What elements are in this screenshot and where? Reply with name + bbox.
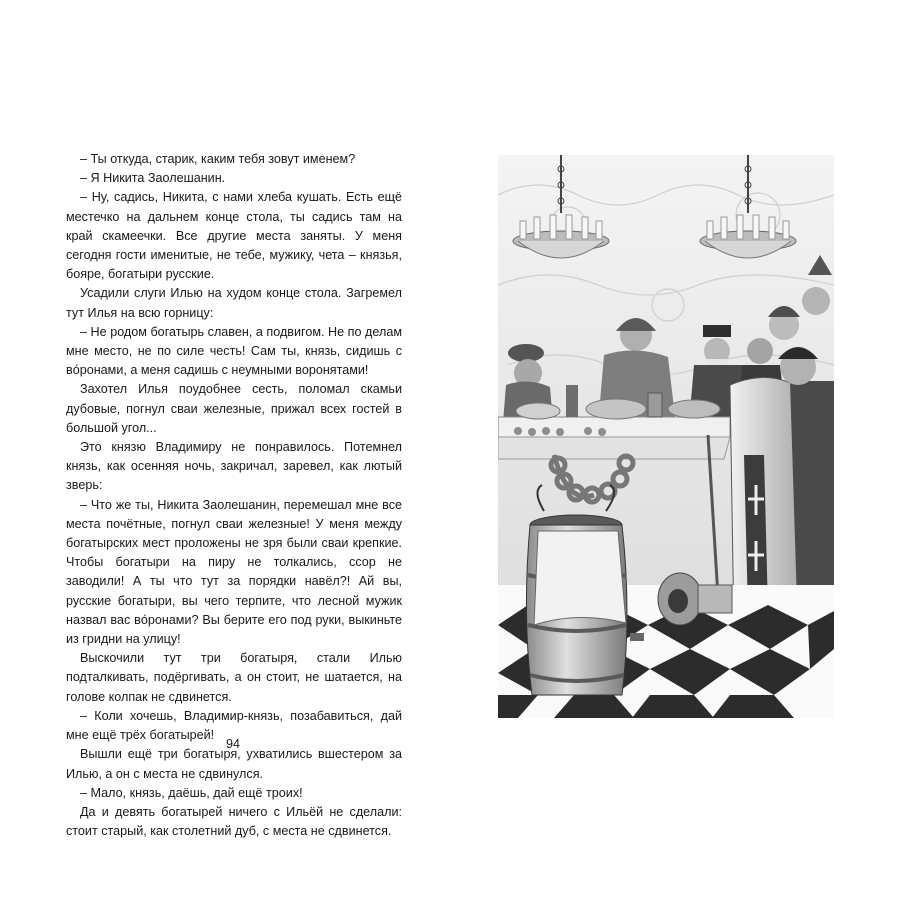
paragraph: – Я Никита Заолешанин.	[80, 171, 226, 186]
paragraph: – Коли хочешь, Владимир-князь, позабавиться, дай мне ещё трёх богатырей!	[66, 708, 402, 743]
paragraph: Захотел Илья поудобнее сесть, поломал скамьи дубовые, погнул сваи железные, прижал всех гостей в большой угол...	[66, 382, 402, 435]
paragraph: Да и девять богатырей ничего с Ильёй не сделали: стоит старый, как столетний дуб, с места не сдвинется.	[66, 804, 402, 839]
paragraph: Вышли ещё три богатыря, ухватились вшестером за Илью, а он с места не сдвинулся.	[66, 747, 402, 781]
paragraph: – Ну, садись, Никита, с нами хлеба кушать. Есть ещё местечко на дальнем конце стола, ты садись там на край скамеечки. Все другие места заняты. У меня сегодня гости именитые, не тебе, мужику, чета – князья, бояре, богатыри русские.	[66, 190, 402, 282]
paragraph: – Мало, князь, даёшь, дай ещё троих!	[80, 785, 303, 800]
page-number: 94	[225, 737, 240, 751]
paragraph: Это князю Владимиру не понравилось. Потемнел князь, как осенняя ночь, закричал, заревел, как лютый зверь:	[66, 440, 402, 493]
paragraph: – Что же ты, Никита Заолешанин, перемешал мне все места почётные, погнул сваи железные! У меня между богатырских мест проложены не зря были сваи крепкие. Чтобы богатыри на пиру не толкались, ссор не заводили! А ты что тут за порядки навёл?! Ай вы, русские богатыри, вы чего терпите, что лесной мужик назвал вас вóронами? Вы берите его под руки, выкиньте из гридни на улицу!	[66, 497, 402, 647]
feast-illustration	[498, 155, 834, 718]
paragraph: – Ты откуда, старик, каким тебя зовут именем?	[80, 152, 356, 166]
paragraph: Усадили слуги Илью на худом конце стола. Загремел тут Илья на всю горницу:	[66, 286, 402, 320]
paragraph: Выскочили тут три богатыря, стали Илью подталкивать, подёргивать, а он стоит, не шатается, на голове колпак не сдвинется.	[66, 651, 402, 704]
feast-scene	[498, 155, 834, 718]
paragraph: – Не родом богатырь славен, а подвигом. Не по делам мне место, не по силе честь! Сам ты, князь, сидишь с вóронами, а меня садишь с неумными воронятами!	[66, 324, 402, 378]
